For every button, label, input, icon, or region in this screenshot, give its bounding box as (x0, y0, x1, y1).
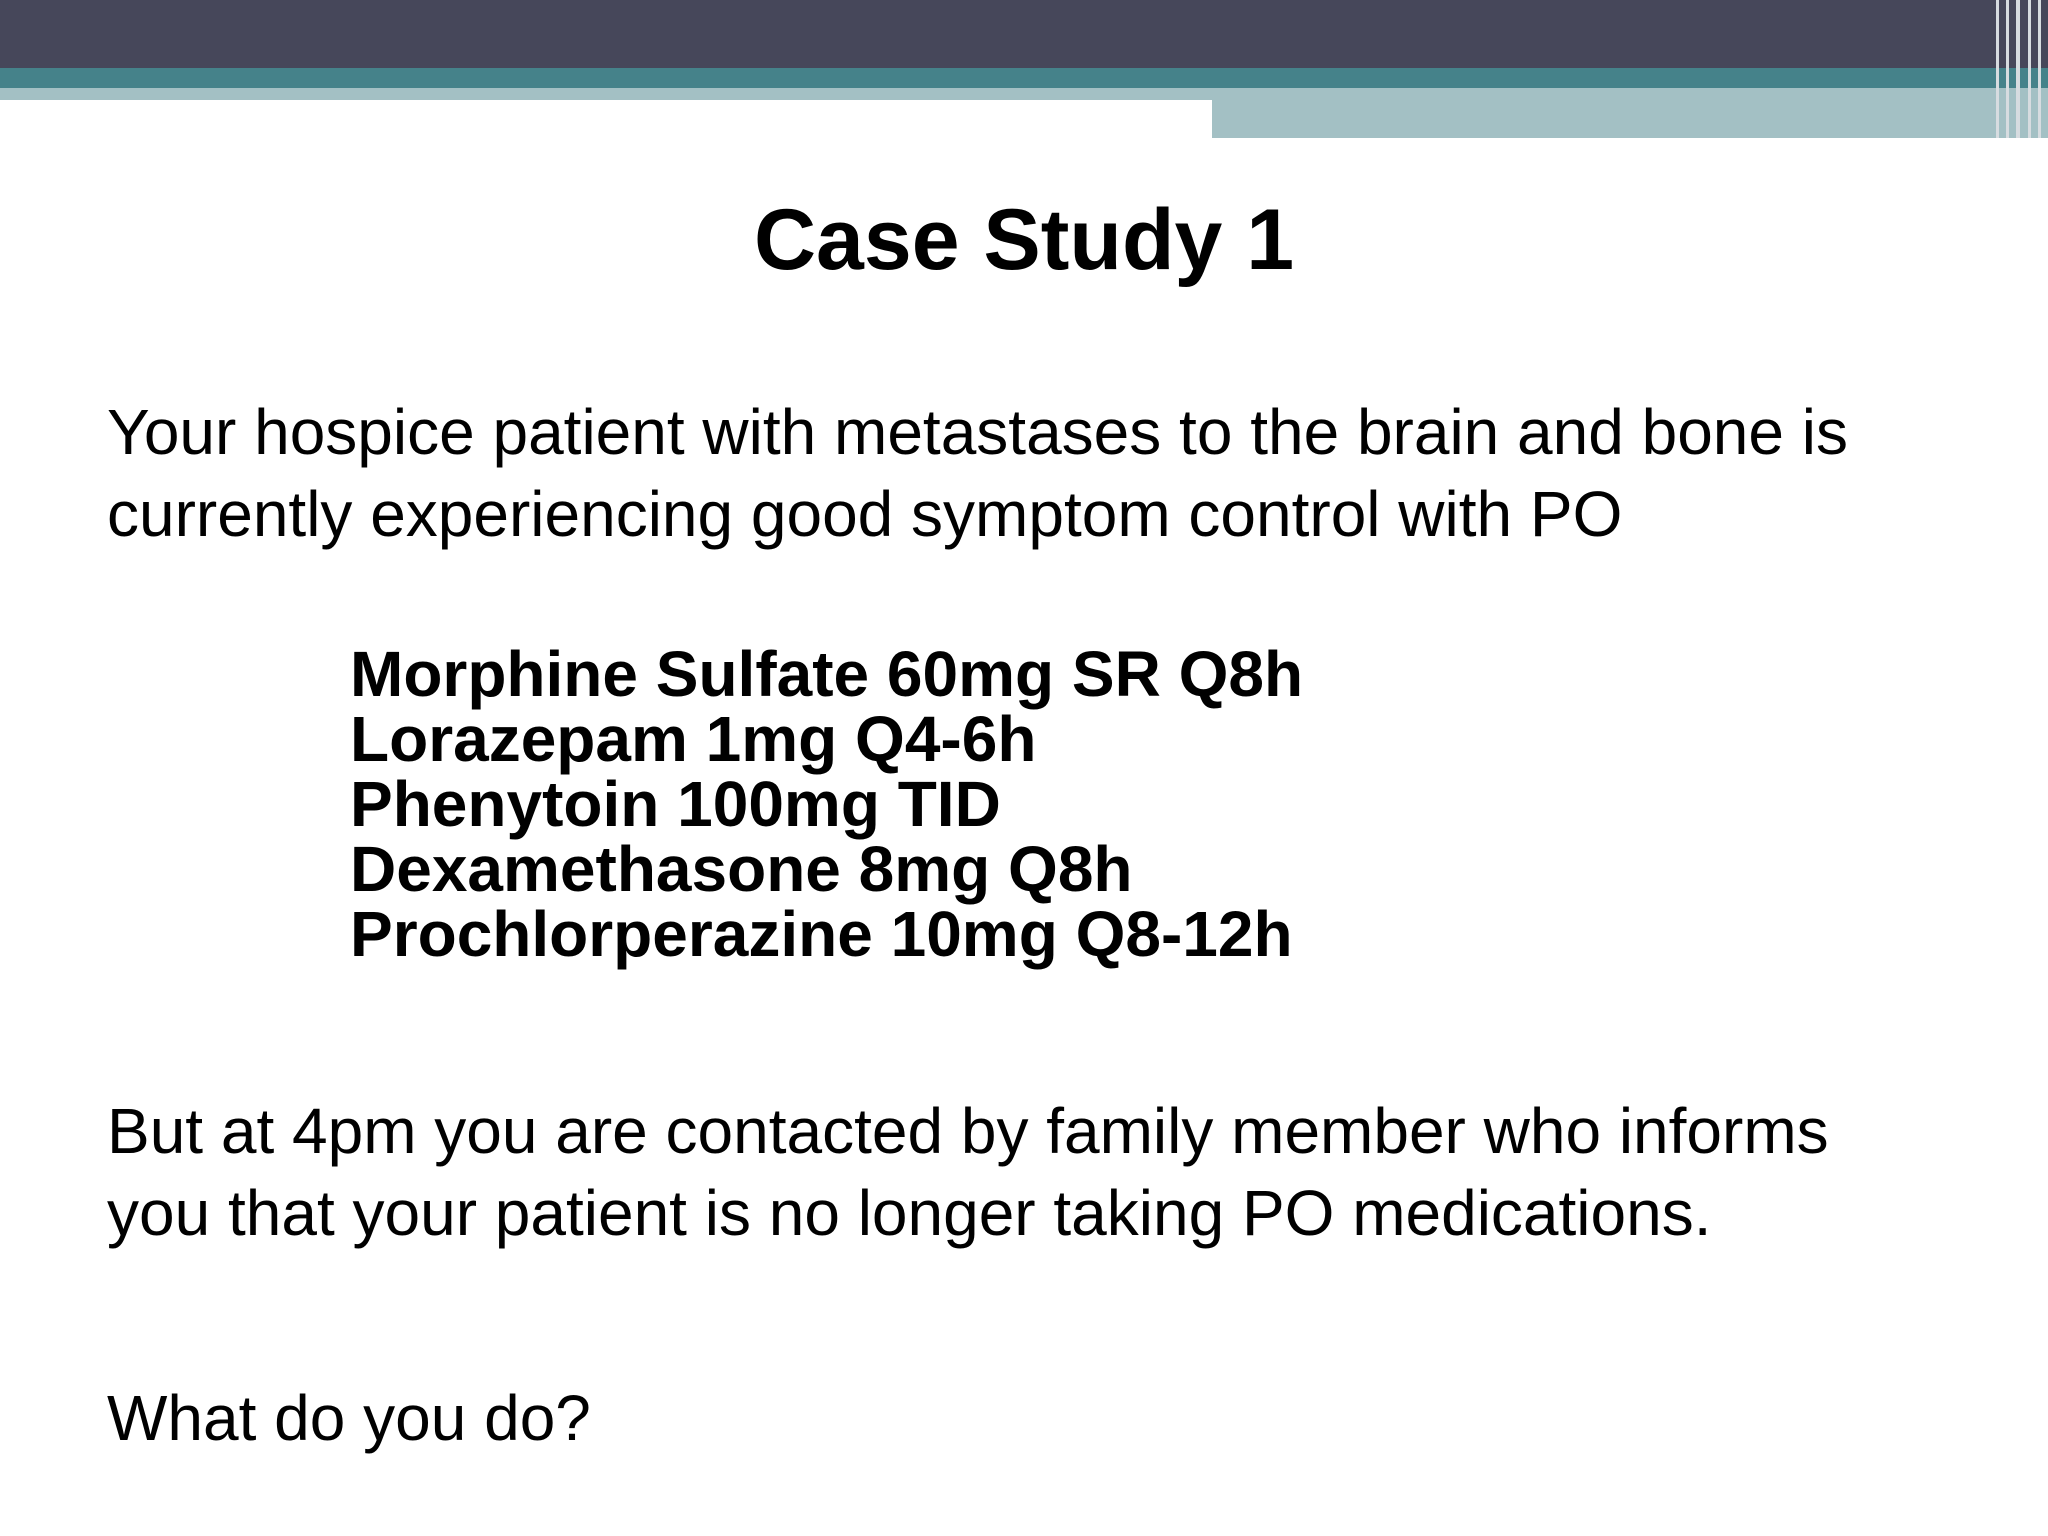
event-paragraph: But at 4pm you are contacted by family member who informs you that your patient is no longer taking PO medications. (107, 1095, 1829, 1249)
slide-title: Case Study 1 (753, 192, 1295, 288)
medication-item: Lorazepam 1mg Q4-6h (350, 703, 1037, 775)
intro-paragraph: Your hospice patient with metastases to the brain and bone is currently experiencing good symptom control with PO (107, 396, 1848, 550)
medication-item: Prochlorperazine 10mg Q8-12h (350, 898, 1293, 970)
header-edge-lines (1988, 0, 2048, 138)
question-paragraph: What do you do? (107, 1382, 591, 1454)
header-bar-dark (0, 0, 2048, 68)
medication-item: Phenytoin 100mg TID (350, 768, 1001, 840)
medication-item: Morphine Sulfate 60mg SR Q8h (350, 638, 1304, 710)
header-bar-light-left (0, 88, 1212, 100)
medication-list (350, 638, 1304, 970)
medication-item: Dexamethasone 8mg Q8h (350, 833, 1133, 905)
header-bar-light-right (1212, 88, 2048, 138)
header-bar-teal (0, 68, 2048, 88)
